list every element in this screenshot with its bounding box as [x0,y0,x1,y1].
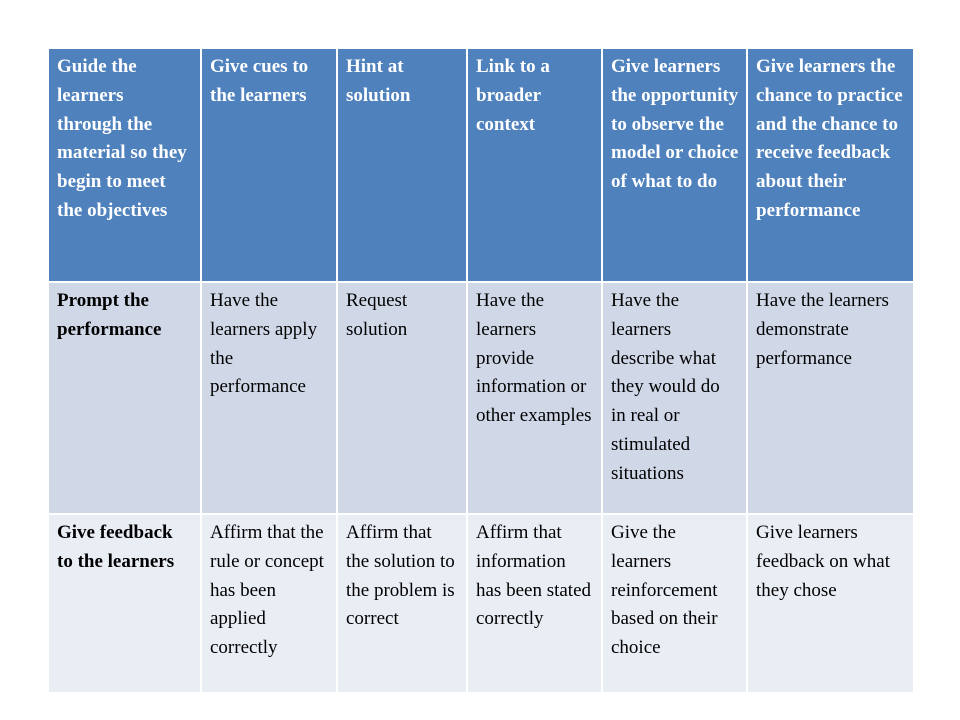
table-cell: Affirm that the solution to the problem is correct [337,514,467,693]
row-header-cell: Prompt the performance [48,282,201,514]
header-cell: Link to a broader context [467,48,602,282]
table-cell: Have the learners describe what they would do in real or stimulated situations [602,282,747,514]
header-cell: Hint at solution [337,48,467,282]
header-cell: Give learners the opportunity to observe the model or choice of what to do [602,48,747,282]
header-cell: Guide the learners through the material so they begin to meet the objectives [48,48,201,282]
table-cell: Affirm that information has been stated correctly [467,514,602,693]
header-cell: Give cues to the learners [201,48,337,282]
row-header-cell: Give feedback to the learners [48,514,201,693]
table-cell: Affirm that the rule or concept has been applied correctly [201,514,337,693]
table-cell: Have the learners apply the performance [201,282,337,514]
table-cell: Have the learners provide information or other examples [467,282,602,514]
table-row [48,282,914,514]
instruction-table [47,47,915,694]
table-cell: Have the learners demonstrate performance [747,282,914,514]
table-cell: Request solution [337,282,467,514]
header-cell: Give learners the chance to practice and the chance to receive feedback about their performance [747,48,914,282]
table-row [48,514,914,693]
table-header-row [48,48,914,282]
table-cell: Give learners feedback on what they chose [747,514,914,693]
table-cell: Give the learners reinforcement based on their choice [602,514,747,693]
